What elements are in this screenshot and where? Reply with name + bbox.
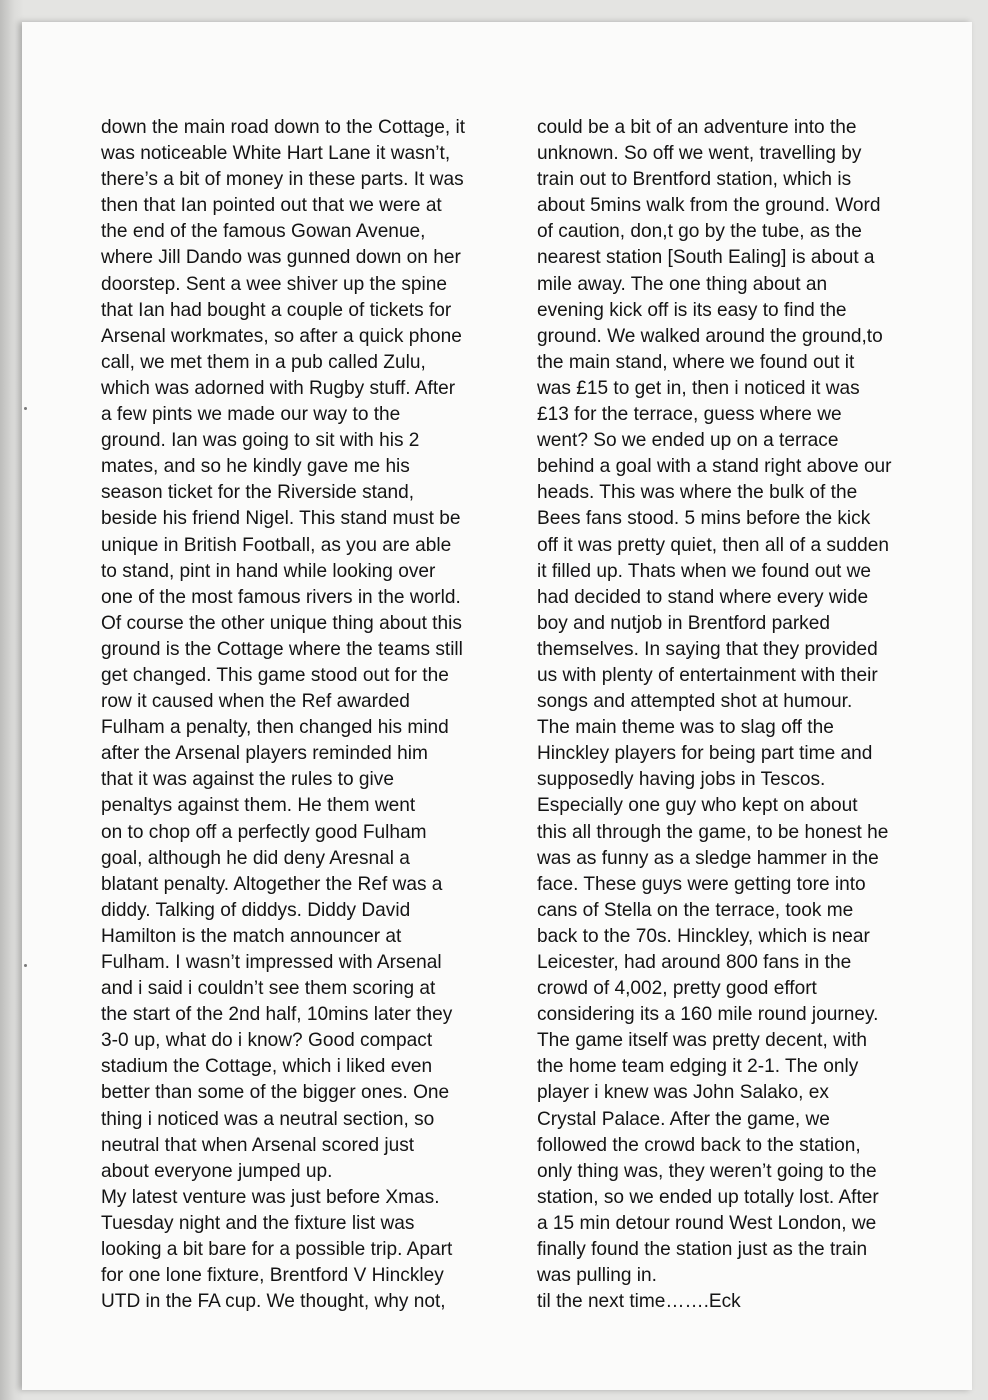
- text-line: on to chop off a perfectly good Fulham: [101, 821, 427, 843]
- text-line: the main stand, where we found out it: [537, 351, 855, 373]
- text-line: ground is the Cottage where the teams still: [101, 638, 463, 660]
- text-line: Leicester, had around 800 fans in the: [537, 952, 852, 973]
- text-line: where Jill Dando was gunned down on her: [101, 247, 461, 269]
- text-line: evening kick off is its easy to find the: [537, 299, 847, 321]
- text-line: Hinckley players for being part time and: [537, 743, 873, 765]
- text-line: row it caused when the Ref awarded: [101, 691, 410, 713]
- text-line: about 5mins walk from the ground. Word: [537, 195, 881, 217]
- text-line: the home team edging it 2-1. The only: [537, 1056, 859, 1078]
- left-text-column: [101, 115, 525, 1315]
- text-line: after the Arsenal players reminded him: [101, 743, 428, 765]
- text-line: Hamilton is the match announcer at: [101, 925, 402, 947]
- text-line: get changed. This game stood out for the: [101, 664, 449, 686]
- text-line: which was adorned with Rugby stuff. After: [101, 377, 456, 399]
- text-line: went? So we ended up on a terrace: [537, 430, 839, 452]
- text-line: was noticeable White Hart Lane it wasn’t,: [101, 143, 451, 165]
- text-line: station, so we ended up totally lost. After: [537, 1186, 879, 1208]
- text-line: off it was pretty quiet, then all of a sudden: [537, 534, 890, 556]
- text-line: UTD in the FA cup. We thought, why not,: [101, 1291, 446, 1313]
- text-line: train out to Brentford station, which is: [537, 169, 852, 191]
- text-line: ground. Ian was going to sit with his 2: [101, 430, 420, 452]
- text-line: ground. We walked around the ground,to: [537, 325, 883, 347]
- text-line: about everyone jumped up.: [101, 1160, 333, 1182]
- text-line: down the main road down to the Cottage, it: [101, 117, 466, 138]
- text-line: call, we met them in a pub called Zulu,: [101, 351, 426, 373]
- text-line: this all through the game, to be honest he: [537, 821, 889, 843]
- text-line: of caution, don,t go by the tube, as the: [537, 221, 862, 243]
- text-line: then that Ian pointed out that we were at: [101, 195, 442, 217]
- text-line: to stand, pint in hand while looking over: [101, 560, 436, 582]
- text-line: considering its a 160 mile round journey.: [537, 1004, 879, 1026]
- text-line: thing i noticed was a neutral section, so: [101, 1108, 435, 1130]
- text-line: a 15 min detour round West London, we: [537, 1212, 877, 1234]
- text-line: the start of the 2nd half, 10mins later they: [101, 1004, 453, 1026]
- text-line: themselves. In saying that they provided: [537, 638, 878, 660]
- text-line: My latest venture was just before Xmas.: [101, 1186, 440, 1208]
- text-line: could be a bit of an adventure into the: [537, 117, 857, 138]
- text-line: back to the 70s. Hinckley, which is near: [537, 925, 870, 947]
- text-line: for one lone fixture, Brentford V Hinckley: [101, 1265, 444, 1287]
- text-line: us with plenty of entertainment with their: [537, 664, 878, 686]
- text-line: goal, although he did deny Aresnal a: [101, 847, 410, 869]
- text-line: 3-0 up, what do i know? Good compact: [101, 1030, 433, 1052]
- text-line: had decided to stand where every wide: [537, 586, 869, 608]
- text-line: Fulham a penalty, then changed his mind: [101, 717, 449, 739]
- magazine-page: [22, 22, 972, 1390]
- text-line: til the next time…….Eck: [537, 1291, 741, 1313]
- text-line: that it was against the rules to give: [101, 769, 394, 791]
- text-line: and i said i couldn’t see them scoring at: [101, 978, 436, 1000]
- text-line: finally found the station just as the train: [537, 1239, 868, 1261]
- text-line: Fulham. I wasn’t impressed with Arsenal: [101, 952, 442, 973]
- text-line: better than some of the bigger ones. One: [101, 1082, 450, 1104]
- text-line: beside his friend Nigel. This stand must be: [101, 508, 461, 530]
- right-text-column: [537, 115, 961, 1315]
- text-line: the end of the famous Gowan Avenue,: [101, 221, 426, 243]
- margin-mark: [24, 964, 27, 967]
- text-line: was as funny as a sledge hammer in the: [537, 847, 879, 869]
- text-line: Tuesday night and the fixture list was: [101, 1212, 415, 1234]
- text-line: only thing was, they weren’t going to the: [537, 1160, 877, 1182]
- text-line: looking a bit bare for a possible trip. Apart: [101, 1239, 453, 1261]
- text-line: Especially one guy who kept on about: [537, 795, 858, 817]
- text-line: £13 for the terrace, guess where we: [537, 404, 842, 426]
- text-line: one of the most famous rivers in the world.: [101, 586, 461, 608]
- text-line: Crystal Palace. After the game, we: [537, 1108, 830, 1130]
- text-line: penaltys against them. He them went: [101, 795, 416, 817]
- text-line: The main theme was to slag off the: [537, 717, 834, 739]
- text-line: songs and attempted shot at humour.: [537, 691, 853, 713]
- text-line: boy and nutjob in Brentford parked: [537, 612, 830, 634]
- text-line: that Ian had bought a couple of tickets for: [101, 299, 452, 321]
- text-line: it filled up. Thats when we found out we: [537, 560, 871, 582]
- text-line: unique in British Football, as you are able: [101, 534, 452, 556]
- text-line: neutral that when Arsenal scored just: [101, 1134, 415, 1156]
- text-line: heads. This was where the bulk of the: [537, 482, 858, 504]
- margin-mark: [24, 407, 27, 410]
- book-spine-shadow: [0, 0, 24, 1400]
- text-line: a few pints we made our way to the: [101, 404, 401, 426]
- text-line: there’s a bit of money in these parts. It was: [101, 169, 464, 191]
- text-line: behind a goal with a stand right above our: [537, 456, 892, 478]
- text-line: Of course the other unique thing about this: [101, 612, 462, 634]
- text-line: unknown. So off we went, travelling by: [537, 143, 862, 165]
- text-line: The game itself was pretty decent, with: [537, 1030, 868, 1052]
- text-line: nearest station [South Ealing] is about a: [537, 247, 875, 269]
- text-line: doorstep. Sent a wee shiver up the spine: [101, 273, 448, 295]
- text-line: season ticket for the Riverside stand,: [101, 482, 415, 504]
- text-line: followed the crowd back to the station,: [537, 1134, 861, 1156]
- text-line: stadium the Cottage, which i liked even: [101, 1056, 433, 1078]
- text-line: mates, and so he kindly gave me his: [101, 456, 410, 478]
- text-line: player i knew was John Salako, ex: [537, 1082, 829, 1104]
- text-line: crowd of 4,002, pretty good effort: [537, 978, 817, 1000]
- text-line: Arsenal workmates, so after a quick phone: [101, 325, 462, 347]
- text-line: mile away. The one thing about an: [537, 273, 828, 295]
- text-line: supposedly having jobs in Tescos.: [537, 769, 826, 791]
- text-line: was pulling in.: [537, 1265, 657, 1287]
- text-line: face. These guys were getting tore into: [537, 873, 866, 895]
- text-line: Bees fans stood. 5 mins before the kick: [537, 508, 871, 530]
- text-line: cans of Stella on the terrace, took me: [537, 899, 854, 921]
- text-line: diddy. Talking of diddys. Diddy David: [101, 899, 411, 921]
- text-line: blatant penalty. Altogether the Ref was a: [101, 873, 443, 895]
- text-line: was £15 to get in, then i noticed it was: [537, 377, 860, 399]
